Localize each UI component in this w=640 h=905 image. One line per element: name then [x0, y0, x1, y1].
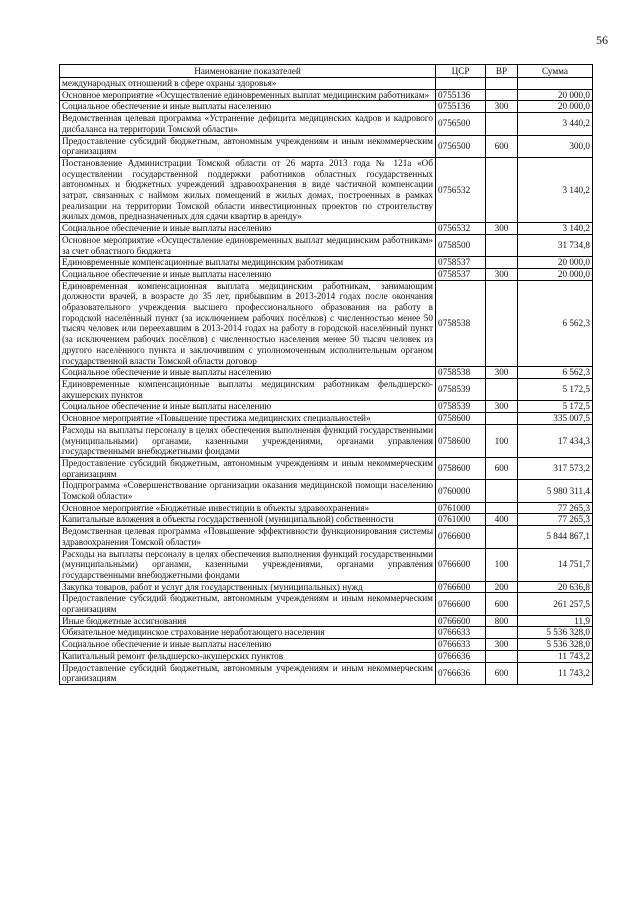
cell-sum: 20 000,0 — [518, 89, 593, 101]
cell-vr — [486, 650, 518, 662]
cell-vr — [486, 480, 518, 502]
cell-vr: 100 — [486, 424, 518, 457]
cell-vr — [486, 280, 518, 367]
cell-csr: 0758539 — [436, 378, 486, 400]
cell-vr: 300 — [486, 268, 518, 280]
cell-name: Предоставление субсидий бюджетным, автономным учреждениям и иным некоммерческим организациям — [60, 135, 436, 157]
cell-csr: 0766600 — [436, 548, 486, 581]
table-row — [60, 413, 593, 425]
header-name: Наименование показателей — [60, 65, 436, 78]
table-row — [60, 268, 593, 280]
budget-table — [59, 64, 593, 685]
cell-sum: 5 172,5 — [518, 378, 593, 400]
cell-vr: 300 — [486, 101, 518, 113]
table-row — [60, 593, 593, 615]
cell-name: Закупка товаров, работ и услуг для государственных (муниципальных) нужд — [60, 581, 436, 593]
cell-vr: 200 — [486, 581, 518, 593]
header-vr: ВР — [486, 65, 518, 78]
cell-csr: 0756532 — [436, 223, 486, 235]
table-row — [60, 223, 593, 235]
cell-name: Социальное обеспечение и иные выплаты населению — [60, 639, 436, 651]
cell-name: Подпрограмма «Совершенствование организации оказания медицинской помощи населению Томской области» — [60, 480, 436, 502]
cell-name: Социальное обеспечение и иные выплаты населению — [60, 223, 436, 235]
cell-sum: 6 562,3 — [518, 280, 593, 367]
cell-csr: 0761000 — [436, 502, 486, 514]
cell-name: Единовременная компенсационная выплата медицинским работникам, занимающим должности врачей, в возрасте до 35 лет, прибывшим в 2013-2014 годах после окончания образовательного учреждения высшего профессионального образования на работу в городской населённый пункт (за исключением рабочих посёлков) с численностью менее 50 тысяч человек или переехавшим в 2013-2014 годах на работу в городской населённый пункт (за исключением рабочих посёлков) с численностью населения менее 50 тысяч человек из другого населённого пункта и заключившим с уполномоченным исполнительным органом государственной власти Томской области договор — [60, 280, 436, 367]
table-row — [60, 526, 593, 548]
cell-csr: 0756532 — [436, 157, 486, 222]
cell-sum: 20 636,8 — [518, 581, 593, 593]
cell-name: Расходы на выплаты персоналу в целях обеспечения выполнения функций государственными (муниципальными) органами, казенными учреждениями, органами управления государственными внебюджетными фондами — [60, 548, 436, 581]
cell-sum: 5 536 328,0 — [518, 639, 593, 651]
cell-name: международных отношений в сфере охраны здоровья» — [60, 78, 436, 90]
cell-vr — [486, 378, 518, 400]
cell-vr: 300 — [486, 223, 518, 235]
cell-vr — [486, 257, 518, 269]
table-row — [60, 639, 593, 651]
cell-sum: 317 573,2 — [518, 457, 593, 479]
cell-name: Социальное обеспечение и иные выплаты населению — [60, 401, 436, 413]
cell-sum: 20 000,0 — [518, 268, 593, 280]
table-header-row — [60, 65, 593, 78]
cell-vr: 300 — [486, 367, 518, 379]
cell-sum: 11 743,2 — [518, 662, 593, 684]
table-row — [60, 457, 593, 479]
cell-name: Предоставление субсидий бюджетным, автономным учреждениям и иным некоммерческим организациям — [60, 457, 436, 479]
cell-sum: 11 743,2 — [518, 650, 593, 662]
table-row — [60, 101, 593, 113]
cell-csr: 0766633 — [436, 627, 486, 639]
table-row — [60, 650, 593, 662]
cell-sum: 3 140,2 — [518, 157, 593, 222]
cell-csr: 0760000 — [436, 480, 486, 502]
cell-name: Единовременные компенсационные выплаты медицинским работникам — [60, 257, 436, 269]
cell-name: Единовременные компенсационные выплаты медицинским работникам фельдшерско-акушерских пунктов — [60, 378, 436, 400]
cell-csr: 0755136 — [436, 89, 486, 101]
cell-vr: 100 — [486, 548, 518, 581]
cell-name: Предоставление субсидий бюджетным, автономным учреждениям и иным некоммерческим организациям — [60, 662, 436, 684]
cell-name: Основное мероприятие «Осуществление единовременных выплат медицинским работникам» за счет областного бюджета — [60, 234, 436, 256]
cell-sum: 335 007,5 — [518, 413, 593, 425]
cell-sum: 31 734,8 — [518, 234, 593, 256]
page-number: 56 — [596, 33, 608, 47]
cell-vr: 600 — [486, 662, 518, 684]
table-row — [60, 378, 593, 400]
table-row — [60, 280, 593, 367]
cell-sum: 5 172,5 — [518, 401, 593, 413]
cell-csr: 0756500 — [436, 135, 486, 157]
cell-name: Расходы на выплаты персоналу в целях обеспечения выполнения функций государственными (муниципальными) органами, казенными учреждениями, органами управления государственными внебюджетными фондами — [60, 424, 436, 457]
table-row — [60, 514, 593, 526]
cell-vr: 800 — [486, 615, 518, 627]
cell-vr — [486, 113, 518, 135]
table-row — [60, 548, 593, 581]
cell-vr — [486, 627, 518, 639]
cell-sum: 11,9 — [518, 615, 593, 627]
cell-name: Социальное обеспечение и иные выплаты населению — [60, 268, 436, 280]
cell-name: Основное мероприятие «Осуществление единовременных выплат медицинским работникам» — [60, 89, 436, 101]
cell-name: Социальное обеспечение и иные выплаты населению — [60, 367, 436, 379]
cell-csr: 0758538 — [436, 280, 486, 367]
cell-sum: 3 440,2 — [518, 113, 593, 135]
cell-name: Капитальные вложения в объекты государственной (муниципальной) собственности — [60, 514, 436, 526]
cell-sum: 20 000,0 — [518, 101, 593, 113]
cell-csr: 0756500 — [436, 113, 486, 135]
cell-sum: 14 751,7 — [518, 548, 593, 581]
cell-csr: 0766600 — [436, 593, 486, 615]
cell-name: Ведомственная целевая программа «Повышение эффективности функционирования системы здравоохранения Томской области» — [60, 526, 436, 548]
cell-csr — [436, 78, 486, 90]
table-row — [60, 480, 593, 502]
cell-csr: 0758600 — [436, 457, 486, 479]
cell-name: Капитальный ремонт фельдшерско-акушерских пунктов — [60, 650, 436, 662]
cell-vr — [486, 78, 518, 90]
cell-sum: 77 265,3 — [518, 502, 593, 514]
table-row — [60, 257, 593, 269]
table-row — [60, 135, 593, 157]
cell-csr: 0766600 — [436, 615, 486, 627]
table-row — [60, 234, 593, 256]
cell-vr: 400 — [486, 514, 518, 526]
cell-vr: 600 — [486, 593, 518, 615]
cell-vr — [486, 413, 518, 425]
cell-sum: 20 000,0 — [518, 257, 593, 269]
cell-sum: 5 536 328,0 — [518, 627, 593, 639]
table-row — [60, 627, 593, 639]
cell-vr: 600 — [486, 135, 518, 157]
table-row — [60, 113, 593, 135]
table-row — [60, 581, 593, 593]
cell-vr — [486, 234, 518, 256]
cell-vr: 600 — [486, 457, 518, 479]
cell-vr — [486, 502, 518, 514]
cell-name: Ведомственная целевая программа «Устранение дефицита медицинских кадров и кадрового дисбаланса на территории Томской области» — [60, 113, 436, 135]
cell-csr: 0758600 — [436, 424, 486, 457]
cell-sum — [518, 78, 593, 90]
table-row — [60, 662, 593, 684]
table-row — [60, 157, 593, 222]
cell-sum: 3 140,2 — [518, 223, 593, 235]
cell-csr: 0755136 — [436, 101, 486, 113]
cell-sum: 77 265,3 — [518, 514, 593, 526]
cell-name: Иные бюджетные ассигнования — [60, 615, 436, 627]
cell-csr: 0766600 — [436, 581, 486, 593]
cell-vr — [486, 526, 518, 548]
cell-name: Обязательное медицинское страхование неработающего населения — [60, 627, 436, 639]
cell-name: Основное мероприятие «Повышение престижа медицинских специальностей» — [60, 413, 436, 425]
cell-csr: 0761000 — [436, 514, 486, 526]
cell-sum: 5 844 867,1 — [518, 526, 593, 548]
table-row — [60, 502, 593, 514]
cell-csr: 0766636 — [436, 662, 486, 684]
cell-csr: 0766636 — [436, 650, 486, 662]
cell-sum: 261 257,5 — [518, 593, 593, 615]
header-sum: Сумма — [518, 65, 593, 78]
cell-name: Основное мероприятие «Бюджетные инвестиции в объекты здравоохранения» — [60, 502, 436, 514]
cell-csr: 0758537 — [436, 257, 486, 269]
cell-name: Предоставление субсидий бюджетным, автономным учреждениям и иным некоммерческим организациям — [60, 593, 436, 615]
cell-sum: 300,0 — [518, 135, 593, 157]
cell-csr: 0758537 — [436, 268, 486, 280]
cell-name: Социальное обеспечение и иные выплаты населению — [60, 101, 436, 113]
table-row — [60, 367, 593, 379]
cell-vr — [486, 157, 518, 222]
cell-vr: 300 — [486, 401, 518, 413]
cell-csr: 0758500 — [436, 234, 486, 256]
table-row — [60, 424, 593, 457]
cell-sum: 5 980 311,4 — [518, 480, 593, 502]
cell-vr — [486, 89, 518, 101]
table-row — [60, 615, 593, 627]
cell-sum: 6 562,3 — [518, 367, 593, 379]
cell-csr: 0766633 — [436, 639, 486, 651]
cell-vr: 300 — [486, 639, 518, 651]
cell-csr: 0758600 — [436, 413, 486, 425]
table-row — [60, 89, 593, 101]
cell-csr: 0758539 — [436, 401, 486, 413]
table-row — [60, 401, 593, 413]
header-csr: ЦСР — [436, 65, 486, 78]
cell-csr: 0758538 — [436, 367, 486, 379]
cell-sum: 17 434,3 — [518, 424, 593, 457]
table-row — [60, 78, 593, 90]
cell-name: Постановление Администрации Томской области от 26 марта 2013 года № 121а «Об осуществлении государственной поддержки работников областных государственных автономных и бюджетных учреждений здравоохранения в виде частичной компенсации затрат, связанных с наймом жилых помещений в жилых домах, построенных в рамках реализации на территории Томской области инвестиционных проектов по строительству жилых домов, предназначенных для сдачи квартир в аренду» — [60, 157, 436, 222]
cell-csr: 0766600 — [436, 526, 486, 548]
